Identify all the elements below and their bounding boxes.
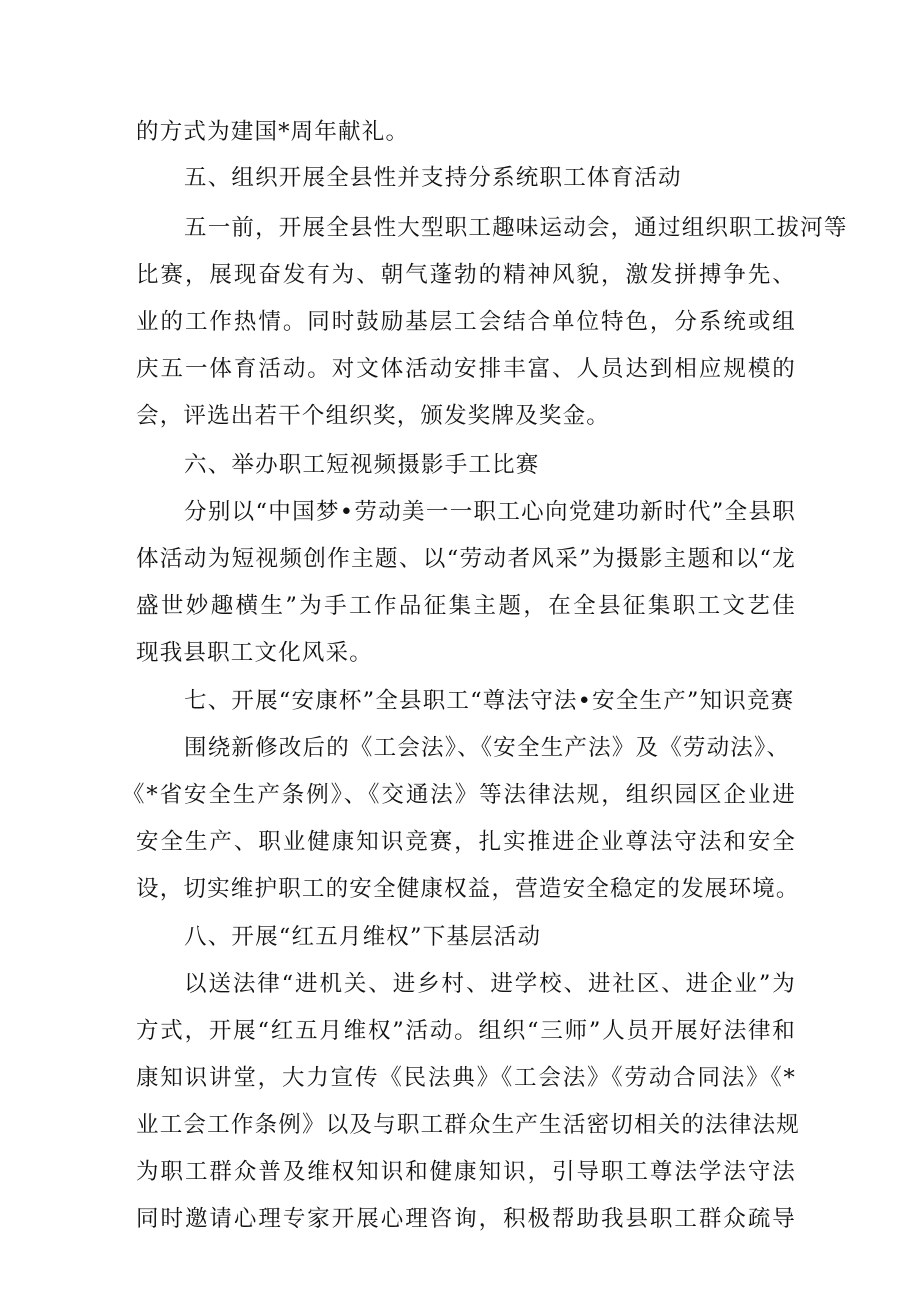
paragraph-line: 分别以“中国梦•劳动美一一职工心向党建功新时代”全县职	[184, 499, 796, 525]
paragraph-line: 体活动为短视频创作主题、以“劳动者风采”为摄影主题和以“龙	[136, 546, 796, 572]
paragraph-line: 五一前，开展全县性大型职工趣味运动会，通过组织职工拔河等	[184, 215, 848, 241]
section-heading-7: 七、开展“安康杯”全县职工“尊法守法•安全生产”知识竞赛	[184, 688, 795, 714]
paragraph-line: 为职工群众普及维权知识和健康知识，引导职工尊法学法守法	[136, 1159, 796, 1185]
paragraph-line: 盛世妙趣横生”为手工作品征集主题，在全县征集职工文艺佳	[136, 593, 796, 619]
paragraph-line: 康知识讲堂，大力宣传《民法典》《工会法》《劳动合同法》《*	[136, 1065, 796, 1091]
paragraph-line: 同时邀请心理专家开展心理咨询，积极帮助我县职工群众疏导	[136, 1206, 796, 1232]
paragraph-line: 围绕新修改后的《工会法》、《安全生产法》及《劳动法》、	[184, 735, 791, 761]
paragraph-line: 方式，开展“红五月维权”活动。组织“三师”人员开展好法律和	[136, 1018, 796, 1044]
section-heading-8: 八、开展“红五月维权”下基层活动	[184, 924, 542, 950]
paragraph-line: 业的工作热情。同时鼓励基层工会结合单位特色，分系统或组	[136, 309, 796, 335]
section-heading-5: 五、组织开展全县性并支持分系统职工体育活动	[184, 165, 682, 191]
paragraph-line: 《*省安全生产条例》、《交通法》等法律法规，组织园区企业进	[122, 782, 796, 808]
paragraph-line: 比赛，展现奋发有为、朝气蓬勃的精神风貌，激发拼搏争先、	[136, 262, 796, 288]
paragraph-line: 安全生产、职业健康知识竞赛，扎实推进企业尊法守法和安全	[136, 829, 796, 855]
paragraph-line: 会，评选出若干个组织奖，颁发奖牌及奖金。	[136, 403, 611, 429]
paragraph-line: 以送法律“进机关、进乡村、进学校、进社区、进企业”为	[184, 971, 796, 997]
paragraph-line: 现我县职工文化风采。	[136, 640, 374, 666]
section-heading-6: 六、举办职工短视频摄影手工比赛	[184, 452, 540, 478]
paragraph-line: 的方式为建国*周年献礼。	[136, 119, 410, 145]
paragraph-line: 设，切实维护职工的安全健康权益，营造安全稳定的发展环境。	[136, 876, 800, 902]
paragraph-line: 庆五一体育活动。对文体活动安排丰富、人员达到相应规模的	[136, 356, 796, 382]
paragraph-line: 业工会工作条例》以及与职工群众生产生活密切相关的法律法规	[136, 1112, 800, 1138]
